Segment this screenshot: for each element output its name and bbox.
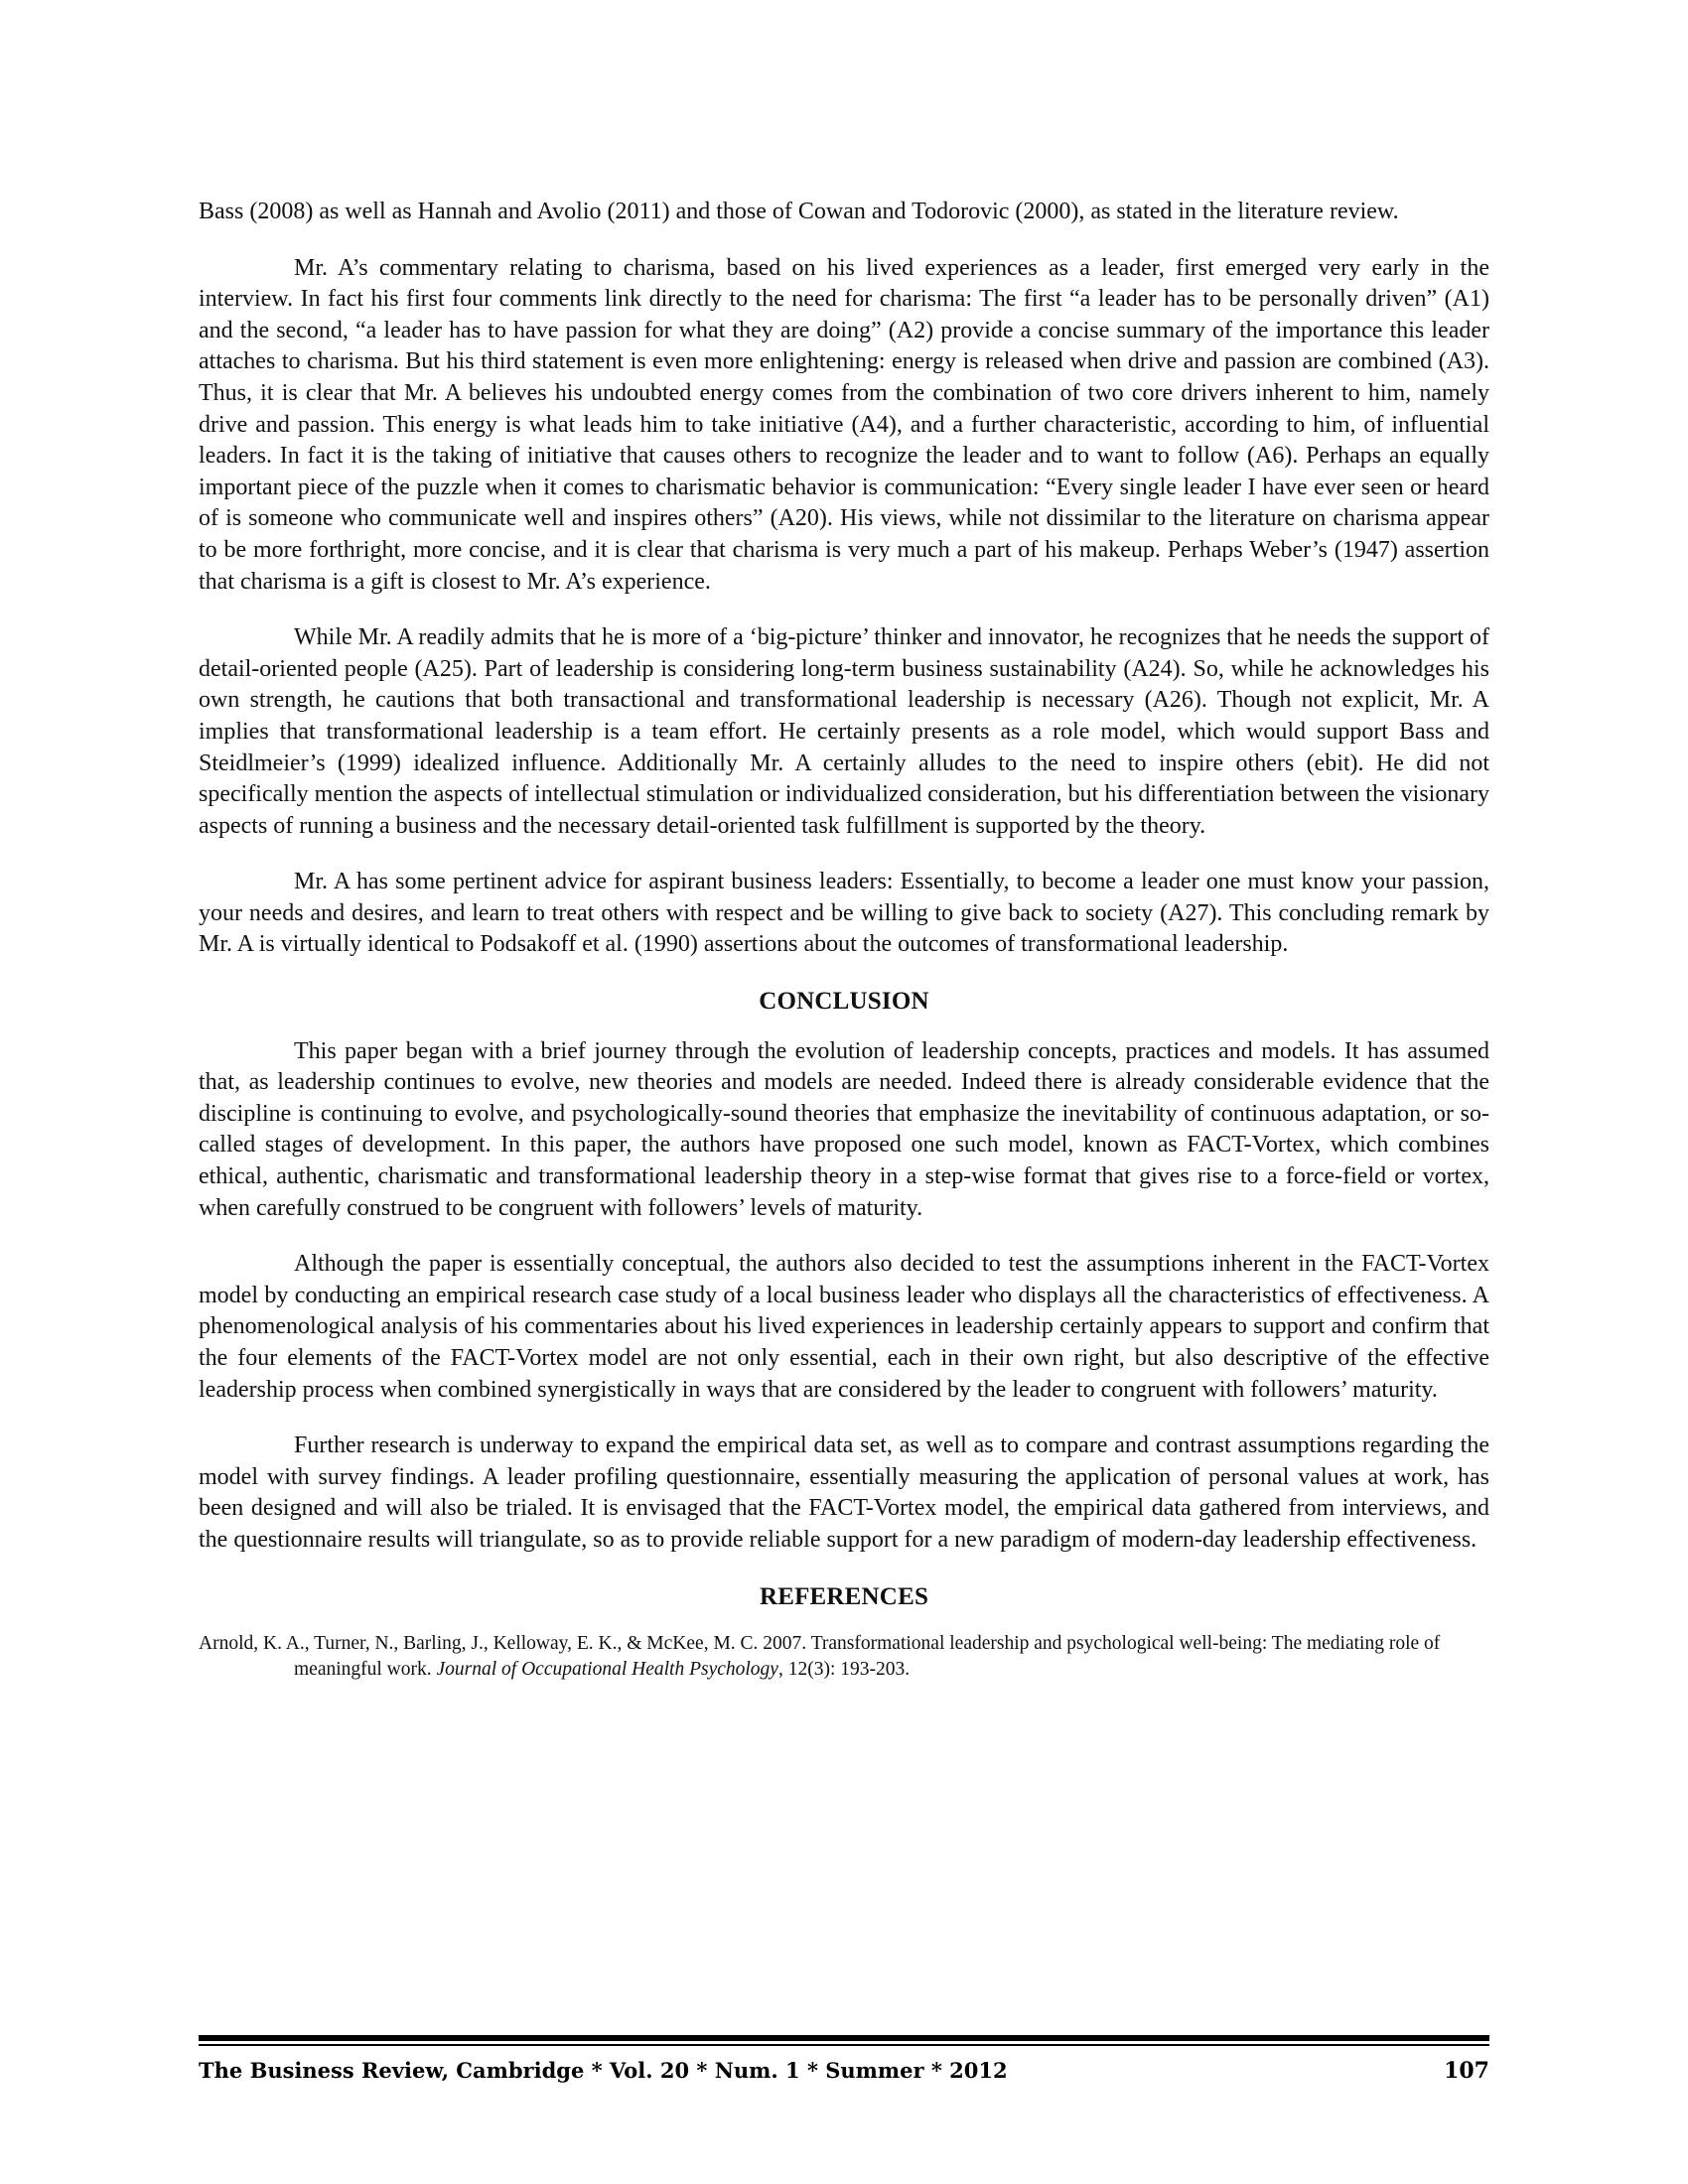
reference-text: Arnold, K. A., Turner, N., Barling, J., Kelloway, E. K., & McKee, M. C. 2007. Transformational leadership and psychological well-being: The mediating role of meaningful work. <box>199 1633 1441 1681</box>
conclusion-paragraph-2: Although the paper is essentially conceptual, the authors also decided to test the assumptions inherent in the FACT-Vortex model by conducting an empirical research case study of a local business leader who displays all the characteristics of effectiveness. A phenomenological analysis of his commentaries about his lived experiences in leadership certainly appears to support and confirm that the four elements of the FACT-Vortex model are not only essential, each in their own right, but also descriptive of the effective leadership process when combined synergistically in ways that are considered by the leader to congruent with followers’ maturity. <box>199 1251 1489 1403</box>
footer-journal-line: The Business Review, Cambridge * Vol. 20 * Num. 1 * Summer * 2012 <box>199 2058 1008 2083</box>
body-paragraph-advice: Mr. A has some pertinent advice for aspirant business leaders: Essentially, to become a leader one must know your passion, your needs and desires, and learn to treat others with respect and be willing to give back to society (A27). This concluding remark by Mr. A is virtually identical to Podsakoff et al. (1990) assertions about the outcomes of transformational leadership. <box>199 869 1489 958</box>
conclusion-paragraph-3: Further research is underway to expand the empirical data set, as well as to compare and contrast assumptions regarding the model with survey findings. A leader profiling questionnaire, essentially measuring the application of personal values at work, has been designed and will also be trialed. It is envisaged that the FACT-Vortex model, the empirical data gathered from interviews, and the questionnaire results will triangulate, so as to provide reliable support for a new paradigm of modern-day leadership effectiveness. <box>199 1433 1489 1553</box>
reference-tail: , 12(3): 193-203. <box>777 1659 911 1681</box>
reference-entry <box>199 1631 1489 1683</box>
body-paragraph-continued: Bass (2008) as well as Hannah and Avolio (2011) and those of Cowan and Todorovic (2000), as stated in the literature review. <box>199 199 1399 224</box>
footer-rule-thin <box>199 2044 1489 2046</box>
conclusion-paragraph-1: This paper began with a brief journey through the evolution of leadership concepts, practices and models. It has assumed that, as leadership continues to evolve, new theories and models are needed. Indeed there is already considerable evidence that the discipline is continuing to evolve, and psychologically-sound theories that emphasize the inevitability of continuous adaptation, or so-called stages of development. In this paper, the authors have proposed one such model, known as FACT-Vortex, which combines ethical, authentic, charismatic and transformational leadership theory in a step-wise format that gives rise to a force-field or vortex, when carefully construed to be congruent with followers’ levels of maturity. <box>199 1037 1489 1221</box>
page-number: 107 <box>1444 2058 1489 2084</box>
conclusion-heading: CONCLUSION <box>759 988 929 1016</box>
references-heading: REFERENCES <box>759 1582 929 1610</box>
reference-journal: Journal of Occupational Health Psychology <box>436 1659 778 1681</box>
page-body <box>199 197 1489 1683</box>
footer-rule-thick <box>199 2035 1489 2041</box>
body-paragraph-charisma: Mr. A’s commentary relating to charisma, based on his lived experiences as a leader, first emerged very early in the interview. In fact his first four comments link directly to the need for charisma: The first “a leader has to be personally driven” (A1) and the second, “a leader has to have passion for what they are doing” (A2) provide a concise summary of the importance this leader attaches to charisma. But his third statement is even more enlightening: energy is released when drive and passion are combined (A3). Thus, it is clear that Mr. A believes his undoubted energy comes from the combination of two core drivers inherent to him, namely drive and passion. This energy is what leads him to take initiative (A4), and a further characteristic, according to him, of influential leaders. In fact it is the taking of initiative that causes others to recognize the leader and to want to follow (A6). Perhaps an equally important piece of the puzzle when it comes to charismatic behavior is communication: “Every single leader I have ever seen or heard of is someone who communicate well and inspires others” (A20). His views, while not dissimilar to the literature on charisma appear to be more forthright, more concise, and it is clear that charisma is very much a part of his makeup. Perhaps Weber’s (1947) assertion that charisma is a gift is closest to Mr. A’s experience. <box>199 254 1489 595</box>
footer-row <box>199 2058 1489 2084</box>
page-footer <box>199 2035 1489 2084</box>
body-paragraph-transformational: While Mr. A readily admits that he is more of a ‘big-picture’ thinker and innovator, he recognizes that he needs the support of detail-oriented people (A25). Part of leadership is considering long-term business sustainability (A24). So, while he acknowledges his own strength, he cautions that both transactional and transformational leadership is necessary (A26). Though not explicit, Mr. A implies that transformational leadership is a team effort. He certainly presents as a role model, which would support Bass and Steidlmeier’s (1999) idealized influence. Additionally Mr. A certainly alludes to the need to inspire others (ebit). He did not specifically mention the aspects of intellectual stimulation or individualized consideration, but his differentiation between the visionary aspects of running a business and the necessary detail-oriented task fulfillment is supported by the theory. <box>199 624 1489 839</box>
